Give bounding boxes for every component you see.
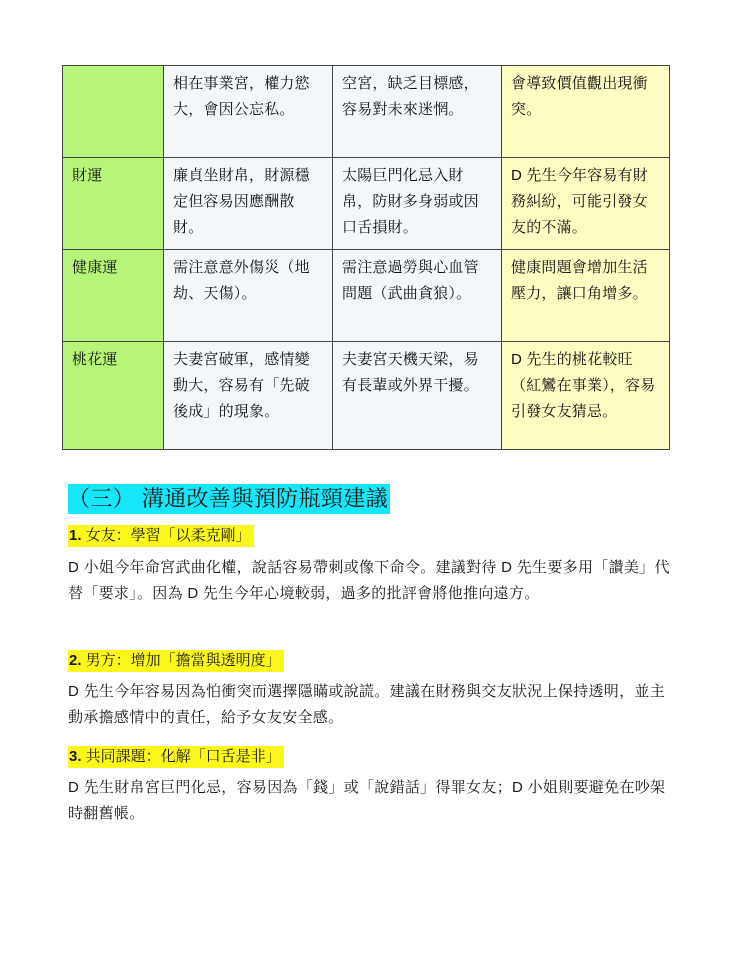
table-row (63, 66, 670, 158)
table-cell: 夫妻宮天機天梁，易有長輩或外界干擾。 (333, 342, 502, 450)
item-number: 3. (69, 748, 82, 765)
table-row (63, 250, 670, 342)
item-title: 共同課題：化解「口舌是非」 (81, 748, 281, 765)
item-1-body: D 小姐今年命宮武曲化權，說話容易帶刺或像下命令。建議對待 D 先生要多用「讚美」代替「要求」。因為 D 先生今年心境較弱，過多的批評會將他推向遠方。 (68, 559, 670, 602)
table-cell: 需注意意外傷災（地劫、天傷）。 (164, 250, 333, 342)
table-cell: 夫妻宮破軍，感情變動大，容易有「先破後成」的現象。 (164, 342, 333, 450)
item-3-body: D 先生財帛宮巨門化忌，容易因為「錢」或「說錯話」得罪女友；D 小姐則要避免在吵架時翻舊帳。 (68, 779, 666, 822)
item-2-heading (68, 650, 284, 672)
table-cell: 空宮，缺乏目標感，容易對未來迷惘。 (333, 66, 502, 158)
item-title: 男方：增加「擔當與透明度」 (81, 652, 281, 669)
fortune-comparison-table (62, 65, 670, 450)
category-cell (63, 66, 164, 158)
table-cell: 需注意過勞與心血管問題（武曲貪狼）。 (333, 250, 502, 342)
category-cell: 財運 (63, 158, 164, 250)
table-row (63, 342, 670, 450)
item-number: 1. (69, 527, 82, 544)
impact-cell: 健康問題會增加生活壓力，讓口角增多。 (502, 250, 670, 342)
impact-cell: D 先生的桃花較旺（紅鸞在事業），容易引發女友猜忌。 (502, 342, 670, 450)
table-row (63, 158, 670, 250)
category-cell: 健康運 (63, 250, 164, 342)
item-2-body: D 先生今年容易因為怕衝突而選擇隱瞞或說謊。建議在財務與交友狀況上保持透明，並主動承擔感情中的責任，給予女友安全感。 (68, 683, 666, 726)
table-cell: 太陽巨門化忌入財帛，防財多身弱或因口舌損財。 (333, 158, 502, 250)
impact-cell: 會導致價值觀出現衝突。 (502, 66, 670, 158)
table-cell: 相在事業宮，權力慾大，會因公忘私。 (164, 66, 333, 158)
item-1-heading (68, 525, 254, 547)
impact-cell: D 先生今年容易有財務糾紛，可能引發女友的不滿。 (502, 158, 670, 250)
item-3-heading (68, 746, 284, 768)
item-title: 女友：學習「以柔克剛」 (81, 527, 251, 544)
table-cell: 廉貞坐財帛，財源穩定但容易因應酬散財。 (164, 158, 333, 250)
section-heading: （三） 溝通改善與預防瓶頸建議 (68, 484, 390, 514)
category-cell: 桃花運 (63, 342, 164, 450)
item-number: 2. (69, 652, 82, 669)
